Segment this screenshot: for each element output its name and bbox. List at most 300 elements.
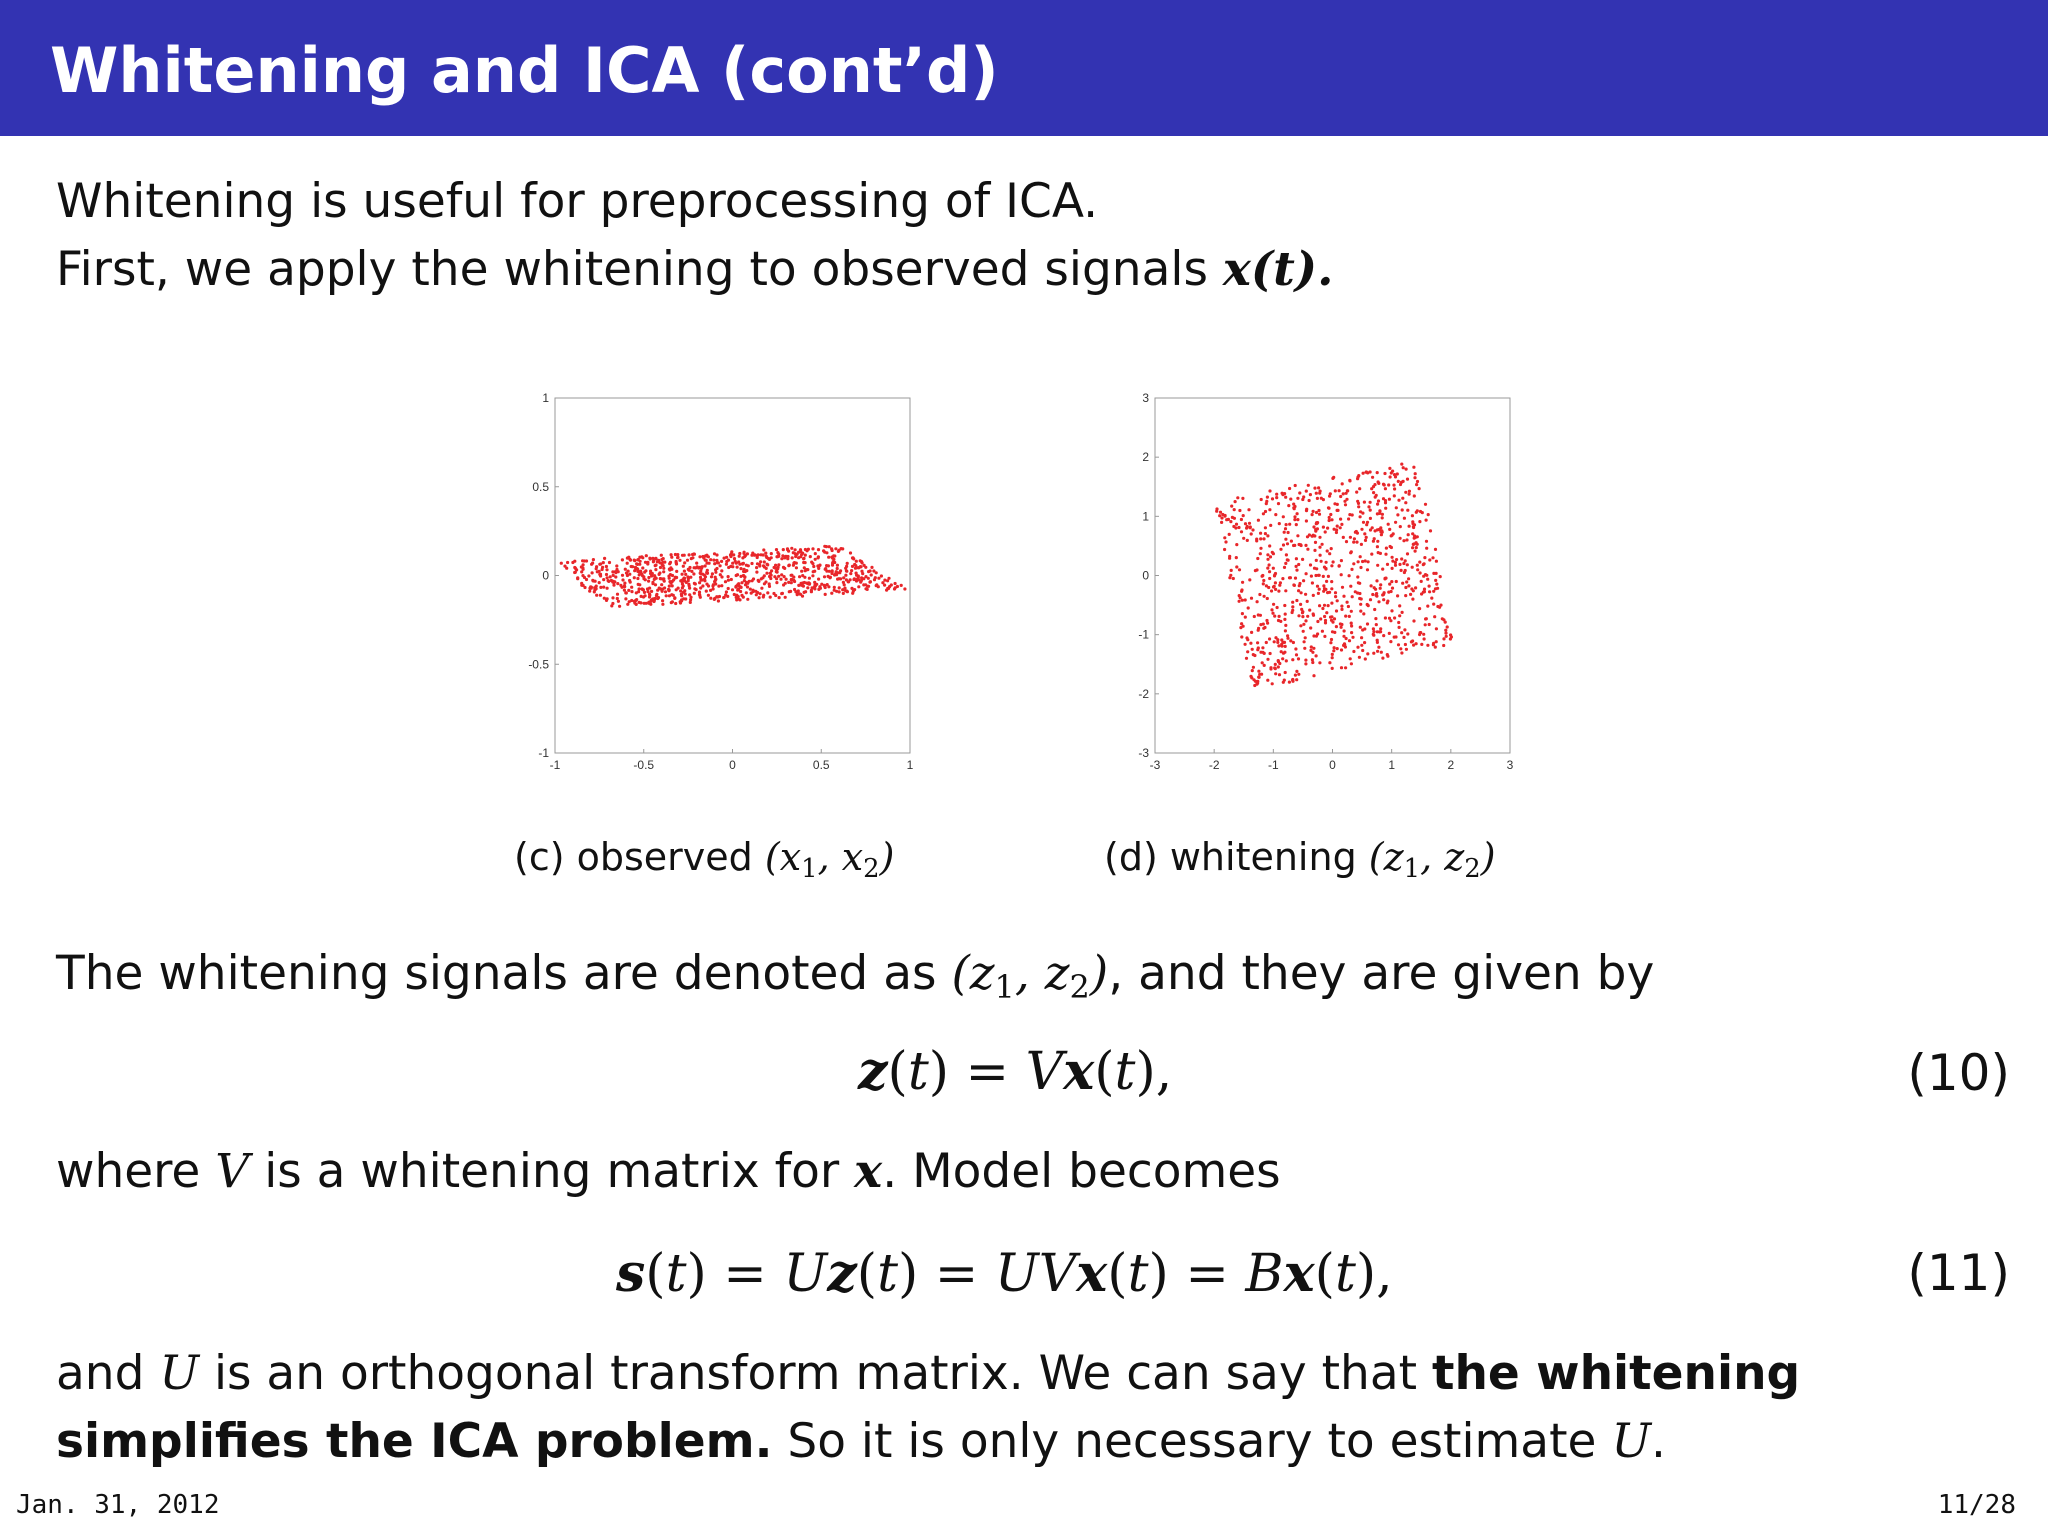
scatter-point bbox=[875, 571, 878, 574]
scatter-point bbox=[1376, 503, 1379, 506]
scatter-point bbox=[1398, 563, 1401, 566]
scatter-point bbox=[626, 557, 629, 560]
scatter-point bbox=[845, 569, 848, 572]
scatter-point bbox=[1334, 489, 1337, 492]
scatter-point bbox=[646, 562, 649, 565]
scatter-point bbox=[1357, 502, 1360, 505]
scatter-point bbox=[1359, 626, 1362, 629]
scatter-point bbox=[1333, 502, 1336, 505]
scatter-point bbox=[727, 575, 730, 578]
scatter-point bbox=[1271, 612, 1274, 615]
scatter-point bbox=[1425, 519, 1428, 522]
scatter-point bbox=[849, 572, 852, 575]
scatter-point bbox=[1248, 522, 1251, 525]
scatter-point bbox=[831, 549, 834, 552]
caption-observed-label: (c) observed bbox=[514, 835, 765, 879]
scatter-point bbox=[638, 587, 641, 590]
scatter-point bbox=[1412, 589, 1415, 592]
scatter-point bbox=[1269, 555, 1272, 558]
scatter-point bbox=[1258, 676, 1261, 679]
scatter-point bbox=[695, 562, 698, 565]
scatter-point bbox=[573, 571, 576, 574]
scatter-point bbox=[1238, 600, 1241, 603]
scatter-point bbox=[635, 598, 638, 601]
scatter-point bbox=[877, 577, 880, 580]
scatter-point bbox=[1321, 630, 1324, 633]
x-tick-label: 3 bbox=[1506, 758, 1514, 770]
scatter-point bbox=[1432, 572, 1435, 575]
scatter-point bbox=[824, 568, 827, 571]
scatter-point bbox=[713, 562, 716, 565]
scatter-point bbox=[1284, 562, 1287, 565]
scatter-point bbox=[1284, 624, 1287, 627]
scatter-point bbox=[1366, 622, 1369, 625]
scatter-point bbox=[1401, 497, 1404, 500]
scatter-point bbox=[1389, 619, 1392, 622]
scatter-point bbox=[1328, 495, 1331, 498]
scatter-point bbox=[823, 545, 826, 548]
scatter-point bbox=[1416, 568, 1419, 571]
scatter-point bbox=[1330, 587, 1333, 590]
scatter-point bbox=[624, 597, 627, 600]
scatter-point bbox=[1266, 567, 1269, 570]
scatter-point bbox=[1259, 623, 1262, 626]
scatter-point bbox=[1318, 604, 1321, 607]
scatter-point bbox=[786, 548, 789, 551]
scatter-point bbox=[836, 571, 839, 574]
scatter-point bbox=[1345, 540, 1348, 543]
scatter-point bbox=[768, 585, 771, 588]
scatter-point bbox=[1228, 555, 1231, 558]
scatter-point bbox=[1328, 591, 1331, 594]
scatter-point bbox=[1257, 670, 1260, 673]
scatter-point bbox=[1283, 566, 1286, 569]
sentence-math: ($z_1$, $z_2$) bbox=[951, 946, 1109, 1006]
slide-title: Whitening and ICA (cont’d) bbox=[50, 34, 999, 107]
scatter-point bbox=[1284, 538, 1287, 541]
scatter-point bbox=[723, 557, 726, 560]
scatter-point bbox=[1350, 624, 1353, 627]
scatter-point bbox=[1404, 491, 1407, 494]
scatter-point bbox=[1295, 565, 1298, 568]
scatter-point bbox=[1402, 539, 1405, 542]
scatter-point bbox=[1395, 580, 1398, 583]
scatter-point bbox=[678, 559, 681, 562]
scatter-point bbox=[627, 570, 630, 573]
scatter-point bbox=[1294, 647, 1297, 650]
scatter-point bbox=[890, 583, 893, 586]
scatter-point bbox=[1344, 503, 1347, 506]
scatter-point bbox=[1311, 581, 1314, 584]
scatter-point bbox=[705, 590, 708, 593]
scatter-point bbox=[599, 594, 602, 597]
scatter-point bbox=[1240, 530, 1243, 533]
scatter-point bbox=[1370, 584, 1373, 587]
scatter-point bbox=[1396, 594, 1399, 597]
scatter-point bbox=[1261, 646, 1264, 649]
scatter-point bbox=[1224, 514, 1227, 517]
scatter-point bbox=[1423, 637, 1426, 640]
scatter-point bbox=[798, 592, 801, 595]
scatter-point bbox=[1318, 574, 1321, 577]
scatter-point bbox=[1271, 551, 1274, 554]
scatter-point bbox=[1328, 661, 1331, 664]
scatter-point bbox=[1372, 540, 1375, 543]
y-tick-label: 1 bbox=[542, 391, 549, 405]
scatter-point bbox=[668, 585, 671, 588]
scatter-point bbox=[1338, 489, 1341, 492]
scatter-point bbox=[817, 578, 820, 581]
scatter-point bbox=[673, 597, 676, 600]
scatter-point bbox=[1381, 568, 1384, 571]
scatter-point bbox=[1266, 679, 1269, 682]
scatter-point bbox=[720, 584, 723, 587]
caption-observed bbox=[514, 835, 895, 885]
scatter-point bbox=[1375, 623, 1378, 626]
scatter-point bbox=[1305, 519, 1308, 522]
scatter-point bbox=[1319, 554, 1322, 557]
scatter-point bbox=[770, 556, 773, 559]
scatter-point bbox=[1300, 591, 1303, 594]
scatter-point bbox=[1330, 547, 1333, 550]
scatter-point bbox=[688, 584, 691, 587]
scatter-point bbox=[1245, 636, 1248, 639]
scatter-point bbox=[698, 555, 701, 558]
scatter-point bbox=[1401, 582, 1404, 585]
scatter-point bbox=[1281, 492, 1284, 495]
scatter-point bbox=[630, 586, 633, 589]
scatter-point bbox=[1244, 643, 1247, 646]
scatter-point bbox=[1332, 649, 1335, 652]
scatter-point bbox=[1325, 580, 1328, 583]
scatter-point bbox=[1433, 615, 1436, 618]
scatter-point bbox=[1235, 556, 1238, 559]
scatter-point bbox=[617, 600, 620, 603]
equation-10-number: (10) bbox=[1907, 1044, 2010, 1102]
equation-11-number: (11) bbox=[1907, 1244, 2010, 1302]
scatter-point bbox=[1287, 531, 1290, 534]
scatter-point bbox=[864, 575, 867, 578]
scatter-point bbox=[647, 580, 650, 583]
scatter-point bbox=[1373, 608, 1376, 611]
scatter-point bbox=[1422, 563, 1425, 566]
scatter-point bbox=[1306, 600, 1309, 603]
scatter-point bbox=[1235, 523, 1238, 526]
scatter-point bbox=[1341, 586, 1344, 589]
y-tick-label: -0.5 bbox=[528, 657, 549, 672]
scatter-point bbox=[1286, 558, 1289, 561]
scatter-point bbox=[1256, 600, 1259, 603]
scatter-point bbox=[1400, 569, 1403, 572]
scatter-point bbox=[1387, 523, 1390, 526]
scatter-point bbox=[1399, 537, 1402, 540]
scatter-point bbox=[717, 585, 720, 588]
scatter-point bbox=[1260, 498, 1263, 501]
scatter-point bbox=[1322, 498, 1325, 501]
scatter-point bbox=[1383, 472, 1386, 475]
scatter-point bbox=[814, 558, 817, 561]
sentence-whitening-signals bbox=[56, 946, 1655, 1006]
scatter-point bbox=[1250, 532, 1253, 535]
scatter-point bbox=[1406, 563, 1409, 566]
scatter-point bbox=[1240, 635, 1243, 638]
scatter-point bbox=[804, 590, 807, 593]
scatter-point bbox=[1422, 575, 1425, 578]
scatter-point bbox=[1383, 483, 1386, 486]
scatter-point bbox=[887, 587, 890, 590]
scatter-point bbox=[662, 577, 665, 580]
caption-whitening-math: ($z_1$, $z_2$) bbox=[1368, 835, 1496, 885]
scatter-point bbox=[1339, 495, 1342, 498]
scatter-point bbox=[1304, 636, 1307, 639]
scatter-point bbox=[1397, 499, 1400, 502]
scatter-point bbox=[1442, 637, 1445, 640]
scatter-point bbox=[1392, 484, 1395, 487]
scatter-point bbox=[1322, 575, 1325, 578]
scatter-point bbox=[1309, 649, 1312, 652]
x-tick-label: 1 bbox=[1388, 758, 1396, 770]
scatter-point bbox=[775, 570, 778, 573]
scatter-point bbox=[1293, 544, 1296, 547]
scatter-point bbox=[1359, 515, 1362, 518]
scatter-point bbox=[1413, 542, 1416, 545]
scatter-point bbox=[1353, 537, 1356, 540]
scatter-point bbox=[1385, 547, 1388, 550]
scatter-point bbox=[903, 587, 906, 590]
scatter-point bbox=[1269, 667, 1272, 670]
scatter-point bbox=[1372, 627, 1375, 630]
scatter-point bbox=[1403, 628, 1406, 631]
scatter-point bbox=[621, 558, 624, 561]
scatter-point bbox=[566, 561, 569, 564]
scatter-point bbox=[1352, 562, 1355, 565]
scatter-point bbox=[862, 583, 865, 586]
scatter-point bbox=[1420, 580, 1423, 583]
scatter-point bbox=[1299, 603, 1302, 606]
scatter-point bbox=[603, 557, 606, 560]
scatter-point bbox=[1274, 667, 1277, 670]
scatter-point bbox=[1296, 497, 1299, 500]
scatter-point bbox=[1398, 626, 1401, 629]
scatter-point bbox=[1370, 487, 1373, 490]
scatter-point bbox=[1283, 651, 1286, 654]
scatter-point bbox=[1336, 647, 1339, 650]
scatter-point bbox=[775, 555, 778, 558]
scatter-point bbox=[1400, 557, 1403, 560]
scatter-point bbox=[766, 591, 769, 594]
scatter-point bbox=[851, 556, 854, 559]
scatter-point bbox=[1349, 536, 1352, 539]
scatter-point bbox=[627, 589, 630, 592]
scatter-point bbox=[1307, 484, 1310, 487]
scatter-point bbox=[1330, 564, 1333, 567]
scatter-point bbox=[703, 579, 706, 582]
scatter-point bbox=[817, 588, 820, 591]
scatter-point bbox=[1416, 480, 1419, 483]
scatter-point bbox=[598, 581, 601, 584]
scatter-point bbox=[1350, 631, 1353, 634]
scatter-point bbox=[1311, 513, 1314, 516]
scatter-point bbox=[755, 593, 758, 596]
scatter-point bbox=[646, 590, 649, 593]
scatter-point bbox=[595, 594, 598, 597]
intro-line-2 bbox=[56, 242, 1334, 297]
scatter-point bbox=[692, 572, 695, 575]
scatter-point bbox=[1330, 638, 1333, 641]
scatter-point bbox=[1348, 615, 1351, 618]
scatter-point bbox=[1340, 523, 1343, 526]
scatter-point bbox=[668, 577, 671, 580]
scatter-point bbox=[709, 558, 712, 561]
scatter-point bbox=[749, 588, 752, 591]
scatter-point bbox=[1302, 623, 1305, 626]
scatter-point bbox=[1416, 543, 1419, 546]
scatter-point bbox=[1422, 633, 1425, 636]
scatter-point bbox=[804, 561, 807, 564]
scatter-point bbox=[752, 589, 755, 592]
scatter-point bbox=[1405, 468, 1408, 471]
scatter-point bbox=[1390, 580, 1393, 583]
scatter-point bbox=[1414, 550, 1417, 553]
scatter-point bbox=[1342, 492, 1345, 495]
scatter-point bbox=[658, 571, 661, 574]
scatter-point bbox=[698, 593, 701, 596]
scatter-point bbox=[659, 566, 662, 569]
scatter-point bbox=[1350, 662, 1353, 665]
scatter-point bbox=[893, 587, 896, 590]
scatter-point bbox=[633, 569, 636, 572]
scatter-point bbox=[1388, 498, 1391, 501]
scatter-point bbox=[1277, 590, 1280, 593]
scatter-point bbox=[1361, 628, 1364, 631]
scatter-point bbox=[1338, 564, 1341, 567]
scatter-point bbox=[833, 589, 836, 592]
scatter-point bbox=[601, 566, 604, 569]
scatter-point bbox=[1244, 598, 1247, 601]
scatter-point bbox=[1278, 522, 1281, 525]
scatter-point bbox=[710, 575, 713, 578]
scatter-point bbox=[1303, 640, 1306, 643]
scatter-point bbox=[861, 561, 864, 564]
scatter-point bbox=[1235, 565, 1238, 568]
scatter-point bbox=[709, 597, 712, 600]
scatter-point bbox=[1377, 480, 1380, 483]
scatter-point bbox=[1442, 644, 1445, 647]
scatter-point bbox=[743, 568, 746, 571]
x-tick-label: -1 bbox=[549, 758, 561, 770]
scatter-point bbox=[1445, 635, 1448, 638]
scatter-point bbox=[1244, 522, 1247, 525]
scatter-point bbox=[1444, 621, 1447, 624]
scatter-point bbox=[629, 559, 632, 562]
scatter-point bbox=[868, 581, 871, 584]
scatter-point bbox=[636, 568, 639, 571]
scatter-point bbox=[759, 553, 762, 556]
scatter-point bbox=[1389, 475, 1392, 478]
scatter-point bbox=[1305, 508, 1308, 511]
scatter-point bbox=[800, 570, 803, 573]
scatter-point bbox=[1369, 528, 1372, 531]
scatter-point bbox=[743, 579, 746, 582]
scatter-point bbox=[714, 576, 717, 579]
scatter-point bbox=[623, 589, 626, 592]
scatter-point bbox=[1412, 644, 1415, 647]
scatter-point bbox=[801, 574, 804, 577]
scatter-point bbox=[1342, 595, 1345, 598]
scatter-point bbox=[1380, 529, 1383, 532]
scatter-point bbox=[1301, 610, 1304, 613]
scatter-point bbox=[1408, 490, 1411, 493]
scatter-point bbox=[746, 552, 749, 555]
scatter-point bbox=[682, 584, 685, 587]
title-bar bbox=[0, 0, 2048, 136]
scatter-point bbox=[1350, 622, 1353, 625]
scatter-point bbox=[1261, 661, 1264, 664]
scatter-point bbox=[636, 577, 639, 580]
scatter-point bbox=[714, 571, 717, 574]
scatter-point bbox=[1428, 590, 1431, 593]
scatter-point bbox=[1362, 521, 1365, 524]
intro-line-2-math: x(t). bbox=[1222, 242, 1334, 297]
scatter-point bbox=[739, 590, 742, 593]
scatter-point bbox=[1411, 566, 1414, 569]
scatter-point bbox=[1283, 618, 1286, 621]
scatter-point bbox=[585, 559, 588, 562]
scatter-point bbox=[1373, 483, 1376, 486]
scatter-point bbox=[1320, 560, 1323, 563]
scatter-point bbox=[656, 597, 659, 600]
scatter-point bbox=[1348, 574, 1351, 577]
scatter-point bbox=[668, 580, 671, 583]
scatter-point bbox=[814, 552, 817, 555]
scatter-point bbox=[817, 548, 820, 551]
scatter-point bbox=[1327, 575, 1330, 578]
equation-10: z(t) = Vx(t), bbox=[858, 1041, 1173, 1102]
scatter-point bbox=[1366, 568, 1369, 571]
scatter-point bbox=[1294, 674, 1297, 677]
scatter-point bbox=[1256, 557, 1259, 560]
closing-line-1 bbox=[56, 1346, 1801, 1401]
scatter-point bbox=[846, 562, 849, 565]
scatter-point bbox=[1396, 513, 1399, 516]
scatter-point bbox=[1265, 641, 1268, 644]
scatter-point bbox=[580, 570, 583, 573]
scatter-point bbox=[630, 565, 633, 568]
scatter-point bbox=[718, 595, 721, 598]
scatter-point bbox=[1318, 513, 1321, 516]
scatter-point bbox=[1305, 572, 1308, 575]
scatter-point bbox=[1259, 532, 1262, 535]
scatter-point bbox=[691, 556, 694, 559]
scatter-point bbox=[1419, 510, 1422, 513]
y-tick-label: 0 bbox=[1142, 568, 1149, 583]
scatter-point bbox=[1262, 582, 1265, 585]
scatter-point bbox=[1324, 567, 1327, 570]
scatter-point bbox=[1291, 605, 1294, 608]
scatter-point bbox=[1289, 639, 1292, 642]
scatter-point bbox=[740, 594, 743, 597]
scatter-point bbox=[1431, 556, 1434, 559]
scatter-point bbox=[1397, 621, 1400, 624]
scatter-point bbox=[750, 592, 753, 595]
scatter-point bbox=[1293, 584, 1296, 587]
scatter-point bbox=[1275, 496, 1278, 499]
scatter-point bbox=[1343, 500, 1346, 503]
scatter-point bbox=[1441, 617, 1444, 620]
scatter-point bbox=[781, 554, 784, 557]
scatter-point bbox=[1305, 490, 1308, 493]
scatter-point bbox=[650, 590, 653, 593]
